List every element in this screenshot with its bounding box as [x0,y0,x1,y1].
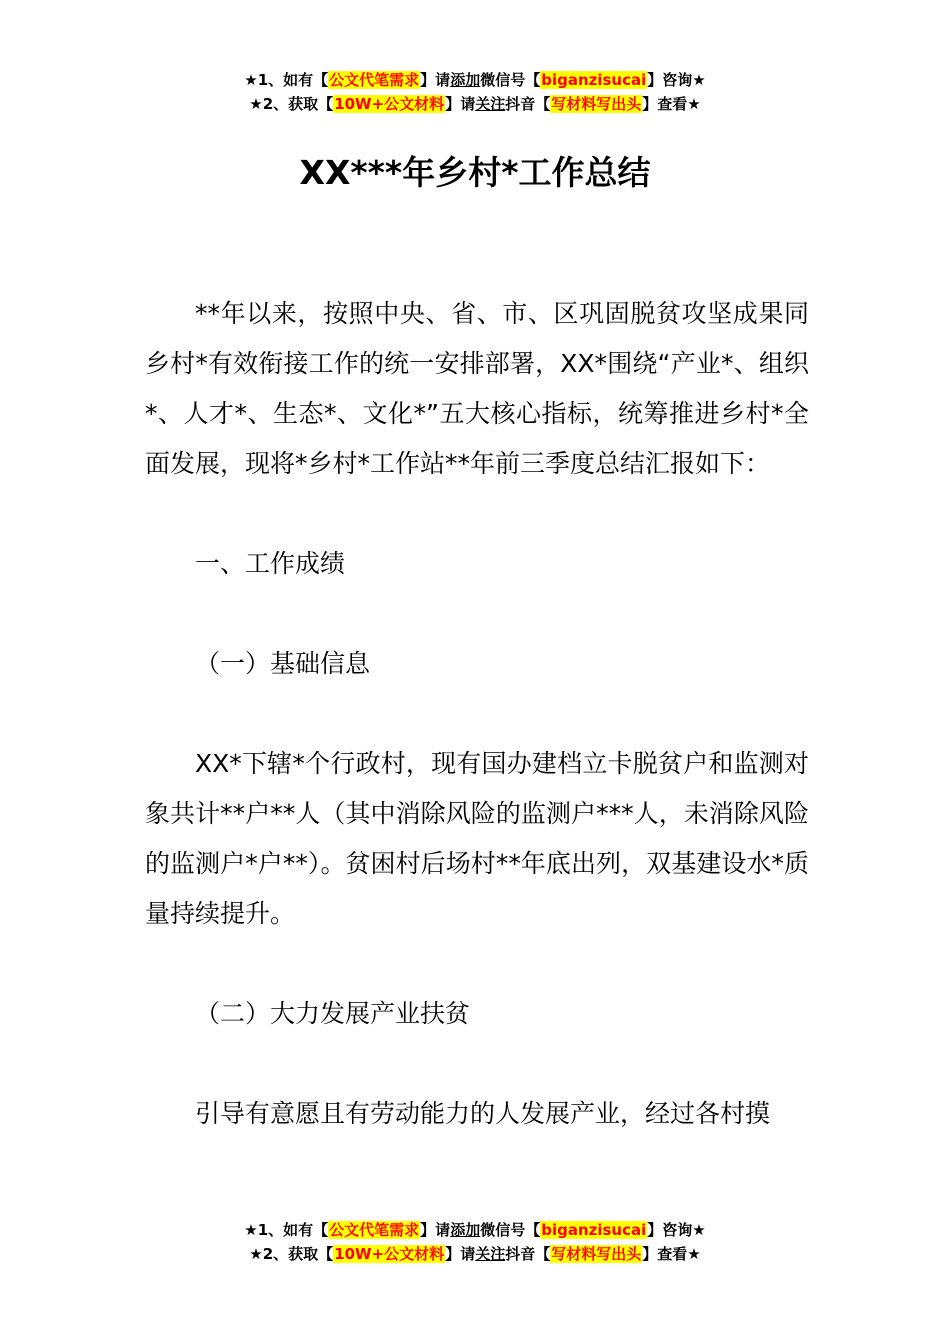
banner-line-2: ★2、获取【10W+公文材料】请关注抖音【写材料写出头】查看★ [249,1245,701,1263]
subsection-heading: （一）基础信息 [195,649,371,678]
banner-highlight: biganzisucai [541,71,647,89]
footer-banner [0,1218,950,1266]
banner-highlight: biganzisucai [541,1221,647,1239]
banner-line-1: ★1、如有【公文代笔需求】请添加微信号【biganzisucai】咨询★ [244,71,706,89]
document-title: XX***年乡村*工作总结 [299,153,651,192]
document-body [145,289,809,1139]
banner-highlight: 10W+公文材料 [334,95,445,113]
intro-paragraph: **年以来，按照中央、省、市、区巩固脱贫攻坚成果同乡村*有效衔接工作的统一安排部署，XX*围绕“产业*、组织*、人才*、生态*、文化*”五大核心指标，统筹推进乡村*全面发展，现将*乡村*工作站**年前三季度总结汇报如下： [145,299,809,478]
body-paragraph: 引导有意愿且有劳动能力的人发展产业，经过各村摸 [195,1099,771,1128]
banner-highlight: 公文代笔需求 [329,1221,420,1239]
banner-highlight: 公文代笔需求 [329,71,420,89]
header-banner [0,68,950,116]
banner-highlight: 写材料写出头 [551,95,642,113]
subsection-heading: （二）大力发展产业扶贫 [195,999,471,1028]
section-heading: 一、工作成绩 [195,549,346,578]
banner-highlight: 10W+公文材料 [334,1245,445,1263]
banner-highlight: 写材料写出头 [551,1245,642,1263]
banner-line-2: ★2、获取【10W+公文材料】请关注抖音【写材料写出头】查看★ [249,95,701,113]
banner-line-1: ★1、如有【公文代笔需求】请添加微信号【biganzisucai】咨询★ [244,1221,706,1239]
body-paragraph: XX*下辖*个行政村，现有国办建档立卡脱贫户和监测对象共计**户**人（其中消除风险的监测户***人，未消除风险的监测户*户**）。贫困村后场村**年底出列，双基建设水*质量持续提升。 [145,749,809,928]
